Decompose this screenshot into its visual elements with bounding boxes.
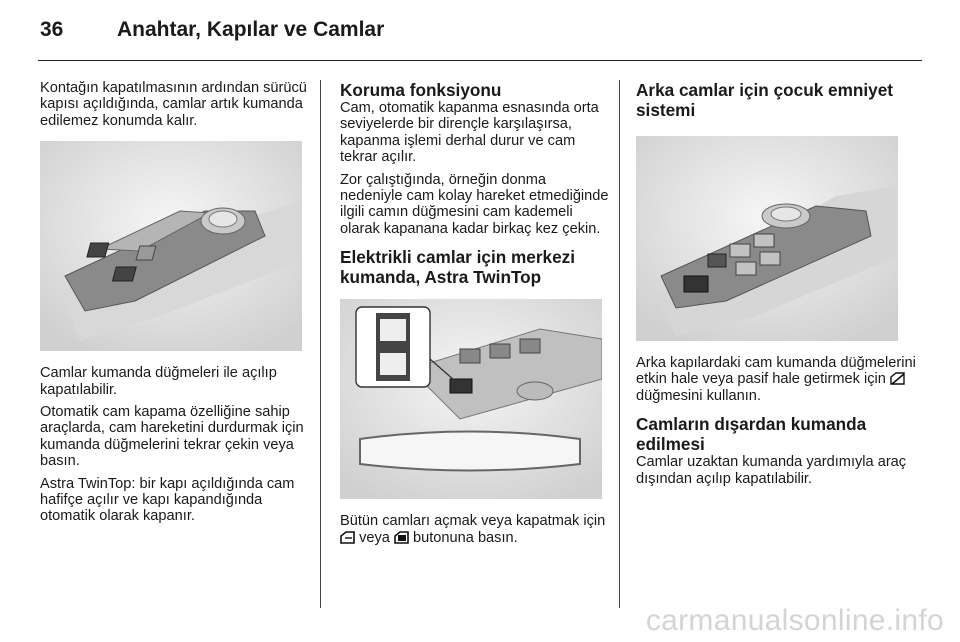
text-span: düğmesini kullanın. — [636, 387, 761, 404]
column-1 — [40, 80, 312, 531]
page-number: 36 — [40, 18, 64, 41]
column-divider — [619, 80, 620, 608]
paragraph — [340, 513, 612, 546]
paragraph: Zor çalıştığında, örneğin donma nedeniyle cam kolay hareket etmediğinde ilgili camın düğmesini cam kademeli olarak kapanana kadar birkaç kez çekin. — [340, 171, 609, 237]
page-title: Anahtar, Kapılar ve Camlar — [117, 18, 385, 41]
paragraph: Cam, otomatik kapanma esnasında orta seviyelerde bir dirençle karşılaşırsa, kapanma işlemi derhal durur ve cam tekrar açılır. — [340, 100, 599, 166]
paragraph: Camlar kumanda düğmeleri ile açılıp kapatılabilir. — [40, 365, 277, 398]
central-window-control-figure — [340, 299, 602, 499]
window-close-icon — [394, 531, 409, 544]
section-heading: Camların dışardan kumanda edilmesi — [636, 414, 867, 455]
paragraph — [636, 355, 916, 404]
door-window-switch-figure — [40, 141, 302, 351]
child-lock-icon — [890, 372, 905, 385]
column-divider — [320, 80, 321, 608]
paragraph: Camlar uzaktan kumanda yardımıyla araç dışından açılıp kapatılabilir. — [636, 454, 907, 487]
text-span: Arka kapılardaki cam kumanda düğmelerini etkin hale veya pasif hale getirmek için — [636, 355, 916, 388]
paragraph: Otomatik cam kapama özelliğine sahip araçlarda, cam hareketini durdurmak için kumanda düğmelerini tekrar çekin veya basın. — [40, 404, 304, 470]
header-rule — [38, 60, 922, 61]
window-open-icon — [340, 531, 355, 544]
paragraph: Astra TwinTop: bir kapı açıldığında cam hafifçe açılır ve kapı kapandığında otomatik olarak kapanır. — [40, 475, 295, 525]
section-heading: Arka camlar için çocuk emniyet sistemi — [636, 80, 893, 120]
section-heading: Elektrikli camlar için merkezi kumanda, Astra TwinTop — [340, 247, 576, 288]
column-3 — [636, 80, 916, 493]
text-span: Bütün camları açmak veya kapatmak için — [340, 513, 606, 530]
text-span: butonuna basın. — [413, 529, 518, 546]
paragraph: Kontağın kapatılmasının ardından sürücü kapısı açıldığında, camlar artık kumanda edilemez konumda kalır. — [40, 80, 307, 129]
column-2 — [340, 80, 612, 552]
child-safety-switch-figure — [636, 136, 898, 341]
watermark: carmanualsonline.info — [645, 604, 944, 637]
text-span: veya — [359, 529, 390, 546]
section-heading: Koruma fonksiyonu — [340, 80, 502, 100]
